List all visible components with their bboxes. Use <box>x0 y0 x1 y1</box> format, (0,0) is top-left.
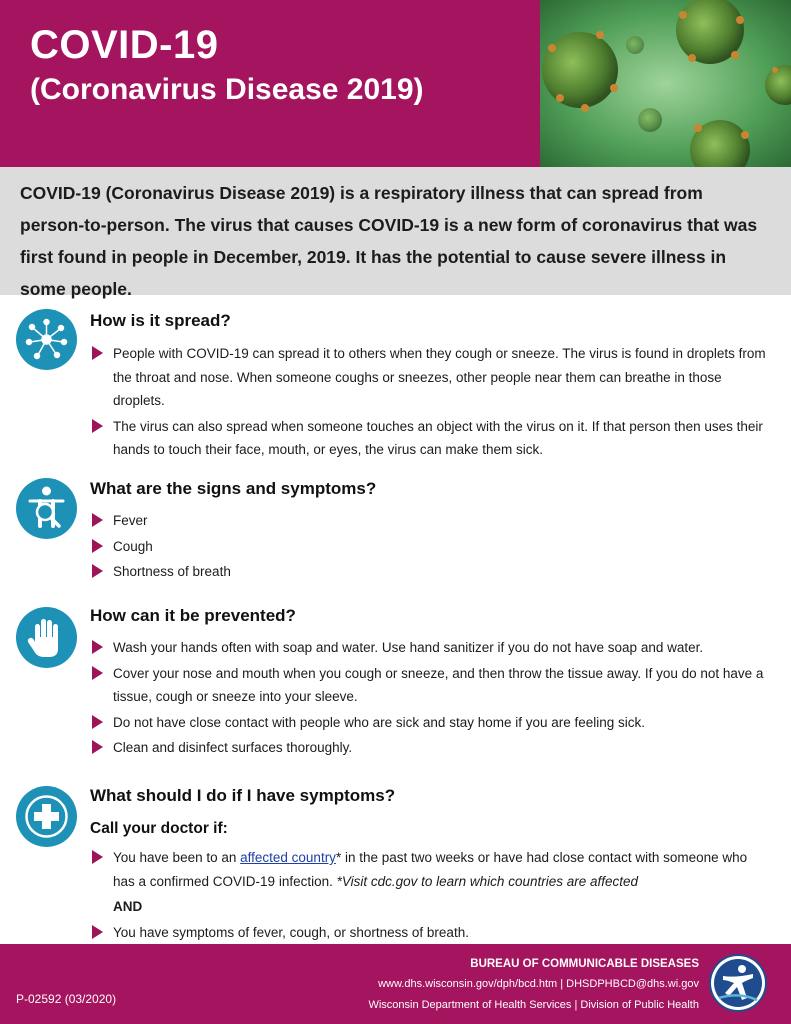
contact-line: www.dhs.wisconsin.gov/dph/bcd.htm | DHSDPHBCD@dhs.wi.gov <box>378 978 699 990</box>
bullet-arrow-icon <box>92 346 103 360</box>
list-item: Cough <box>90 535 770 559</box>
raised-hand-icon <box>16 607 77 668</box>
department-line: Wisconsin Department of Health Services | Division of Public Health <box>368 999 699 1011</box>
document-number: P-02592 (03/2020) <box>16 992 117 1006</box>
list-item: You have been to an affected country* in the past two weeks or have had close contact with someone who has a confirmed COVID-19 infection. *Visit cdc.gov to learn which countries are affected <box>90 846 770 893</box>
bullet-arrow-icon <box>92 539 103 553</box>
person-magnifier-icon <box>16 478 77 539</box>
intro-text: COVID-19 (Coronavirus Disease 2019) is a respiratory illness that can spread from person-to-person. The virus that causes COVID-19 is a new form of coronavirus that was first found in people in December, 2019. It has the potential to cause severe illness in some people. <box>20 183 758 299</box>
prevention-list <box>90 636 770 762</box>
call-doctor-subtitle: Call your doctor if: <box>90 820 228 837</box>
what-to-do-list <box>90 846 770 946</box>
page-title: COVID-19 <box>30 23 219 67</box>
list-item: Shortness of breath <box>90 560 770 584</box>
page-subtitle: (Coronavirus Disease 2019) <box>30 73 424 106</box>
bullet-arrow-icon <box>92 850 103 864</box>
bullet-arrow-icon <box>92 740 103 754</box>
list-item: You have symptoms of fever, cough, or shortness of breath. <box>90 921 770 945</box>
footer-bar <box>0 944 791 1024</box>
list-item: Do not have close contact with people who are sick and stay home if you are feeling sick. <box>90 711 770 735</box>
bullet-arrow-icon <box>92 513 103 527</box>
list-item: Wash your hands often with soap and water. Use hand sanitizer if you do not have soap and water. <box>90 636 770 660</box>
list-item: Fever <box>90 509 770 533</box>
footer-info <box>368 954 699 1016</box>
spread-list <box>90 342 770 464</box>
medical-cross-icon <box>16 786 77 847</box>
intro-panel <box>0 167 791 299</box>
bullet-arrow-icon <box>92 640 103 654</box>
symptoms-list <box>90 509 770 586</box>
bullet-arrow-icon <box>92 925 103 939</box>
bullet-arrow-icon <box>92 715 103 729</box>
bureau-name: BUREAU OF COMMUNICABLE DISEASES <box>470 958 699 970</box>
affected-country-link[interactable]: affected country <box>240 850 336 865</box>
section-title-symptoms: What are the signs and symptoms? <box>90 479 377 498</box>
list-item: People with COVID-19 can spread it to others when they cough or sneeze. The virus is found in droplets from the throat and nose. When someone coughs or sneezes, other people near them can breathe in those droplets. <box>90 342 770 413</box>
coronavirus-particles-image <box>540 0 791 167</box>
section-title-spread: How is it spread? <box>90 311 231 330</box>
section-title-what-to-do: What should I do if I have symptoms? <box>90 786 396 805</box>
and-label: AND <box>113 899 143 914</box>
section-title-prevention: How can it be prevented? <box>90 606 296 625</box>
bullet-arrow-icon <box>92 564 103 578</box>
cdc-note: *Visit cdc.gov to learn which countries are affected <box>336 873 639 889</box>
list-item: Clean and disinfect surfaces thoroughly. <box>90 736 770 760</box>
bullet-arrow-icon <box>92 419 103 433</box>
network-spread-icon <box>16 309 77 370</box>
header-banner <box>0 0 791 167</box>
list-item: Cover your nose and mouth when you cough or sneeze, and then throw the tissue away. If you do not have a tissue, cough or sneeze into your sleeve. <box>90 662 770 709</box>
bullet-arrow-icon <box>92 666 103 680</box>
wisconsin-dhs-logo <box>709 954 767 1012</box>
list-item: The virus can also spread when someone touches an object with the virus on it. If that person then uses their hands to touch their face, mouth, or eyes, the virus can make them sick. <box>90 415 770 462</box>
